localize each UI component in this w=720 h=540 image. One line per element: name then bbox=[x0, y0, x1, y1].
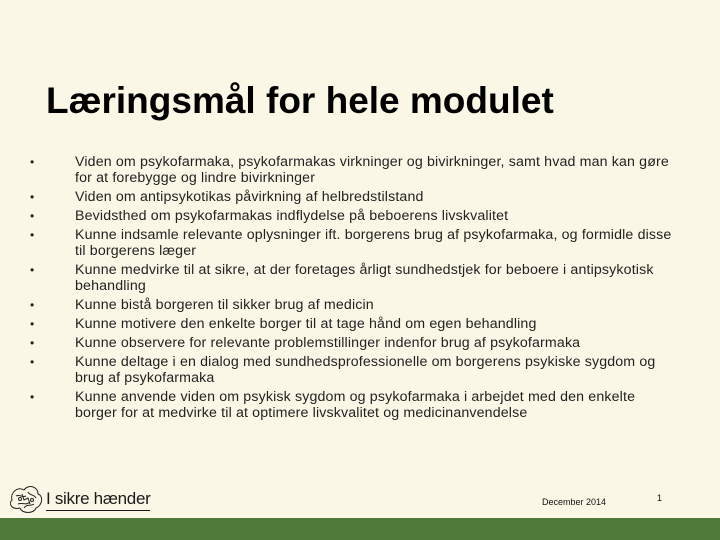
bullet-text: Kunne motivere den enkelte borger til at tage hånd om egen behandling bbox=[75, 316, 537, 332]
bullet-item bbox=[30, 189, 675, 205]
bullet-text: Kunne indsamle relevante oplysninger ift. borgerens brug af psykofarmaka, og formidle disse til borgerens læger bbox=[75, 227, 672, 259]
bullet-marker: • bbox=[30, 298, 35, 312]
bullet-marker: • bbox=[30, 263, 35, 277]
bullet-marker: • bbox=[30, 355, 35, 369]
bullet-item bbox=[30, 154, 675, 186]
bullet-item bbox=[30, 335, 675, 351]
bullet-marker: • bbox=[30, 190, 35, 204]
bullet-marker: • bbox=[30, 390, 35, 404]
bullet-text: Viden om antipsykotikas påvirkning af helbredstilstand bbox=[75, 189, 424, 205]
bullet-marker: • bbox=[30, 155, 35, 169]
footer-bar bbox=[0, 518, 720, 540]
logo-text: I sikre hænder bbox=[46, 489, 150, 511]
slide-title: Læringsmål for hele modulet bbox=[46, 80, 554, 121]
bullet-item bbox=[30, 208, 675, 224]
bullet-marker: • bbox=[30, 209, 35, 223]
bullet-item bbox=[30, 316, 675, 332]
bullet-text: Bevidsthed om psykofarmakas indflydelse på beboerens livskvalitet bbox=[75, 208, 509, 224]
bullet-text: Kunne anvende viden om psykisk sygdom og psykofarmaka i arbejdet med den enkelte borger for at medvirke til at optimere livskvalitet og medicinanvendelse bbox=[75, 389, 636, 421]
bullet-text: Viden om psykofarmaka, psykofarmakas virkninger og bivirkninger, samt hvad man kan gøre for at forebygge og lindre bivirkninger bbox=[75, 154, 669, 186]
bullet-item bbox=[30, 262, 675, 294]
bullet-marker: • bbox=[30, 317, 35, 331]
bullet-text: Kunne observere for relevante problemstillinger indenfor brug af psykofarmaka bbox=[75, 335, 581, 351]
bullet-text: Kunne medvirke til at sikre, at der foretages årligt sundhedstjek for beboere i antipsykotisk behandling bbox=[75, 262, 654, 294]
bullet-text: Kunne deltage i en dialog med sundhedsprofessionelle om borgerens psykiske sygdom og brug af psykofarmaka bbox=[75, 354, 656, 386]
bullet-marker: • bbox=[30, 336, 35, 350]
bullet-item bbox=[30, 354, 675, 386]
bullet-item bbox=[30, 297, 675, 313]
bullet-list bbox=[30, 154, 675, 424]
footer-date: December 2014 bbox=[542, 497, 607, 507]
bullet-item bbox=[30, 227, 675, 259]
page-number: 1 bbox=[657, 493, 663, 503]
bullet-text: Kunne bistå borgeren til sikker brug af medicin bbox=[75, 297, 374, 313]
bullet-item bbox=[30, 389, 675, 421]
bullet-marker: • bbox=[30, 228, 35, 242]
